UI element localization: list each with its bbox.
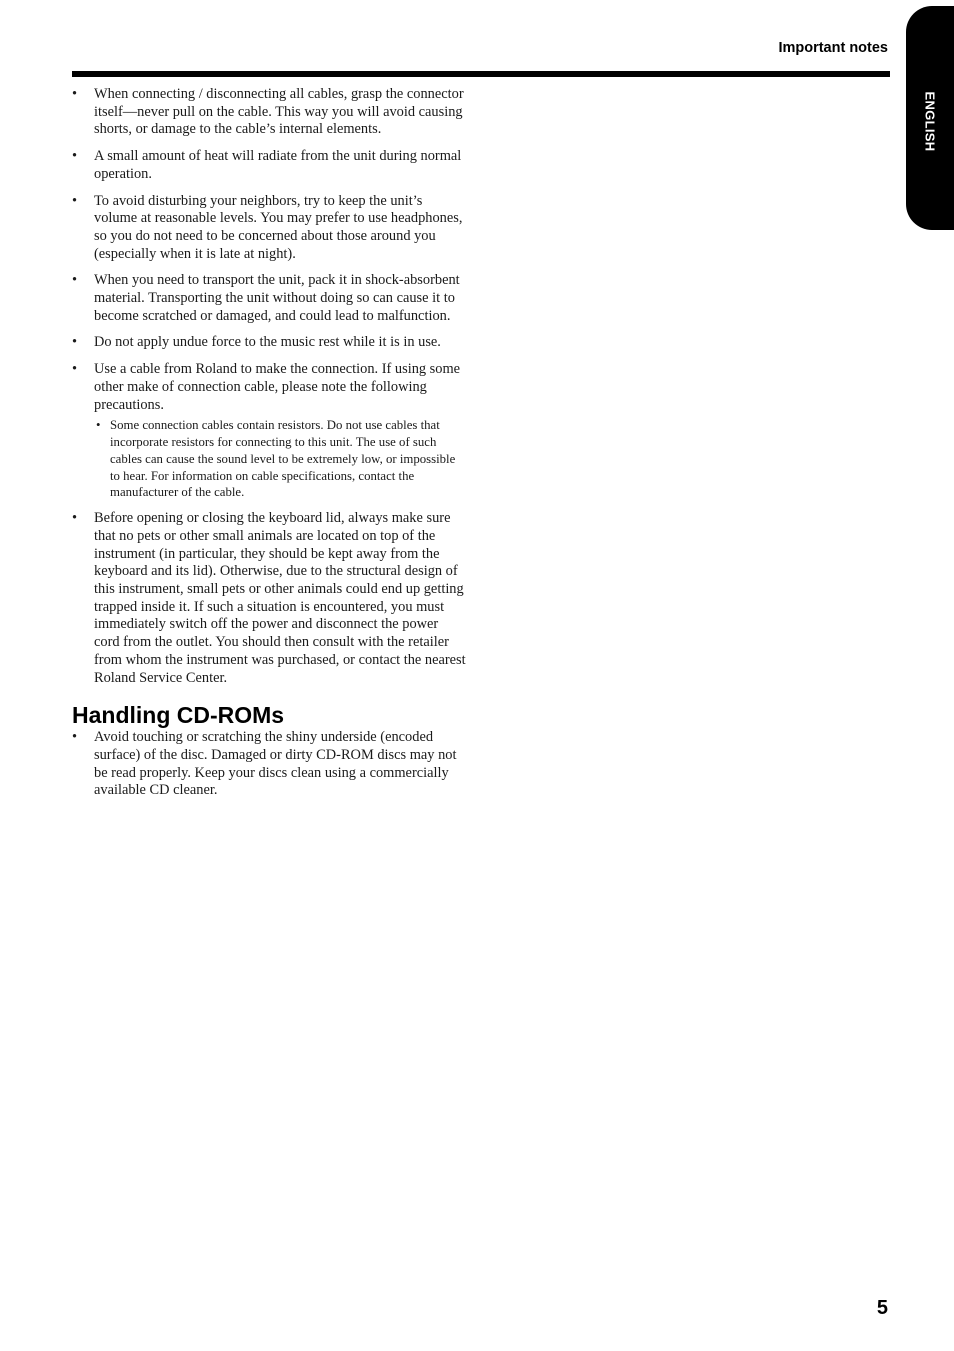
cable-subnote-list bbox=[94, 417, 466, 501]
running-header-title: Important notes bbox=[778, 40, 888, 56]
note-text-roland-cable: Use a cable from Roland to make the connection. If using some other make of connection cable, please note the following precautions. bbox=[94, 361, 461, 413]
content-column bbox=[72, 86, 466, 809]
page-number: 5 bbox=[876, 1297, 888, 1319]
important-notes-list bbox=[72, 86, 466, 687]
language-tab-label: ENGLISH bbox=[922, 91, 938, 151]
note-item-music-rest: • Do not apply undue force to the music rest while it is in use. bbox=[72, 334, 466, 352]
note-item-keyboard-lid: • Before opening or closing the keyboard lid, always make sure that no pets or other small animals are located on top of the instrument (in particular, they should be kept away from the keyboard and its lid). Otherwise, due to the structural design of this instrument, small pets or other animals could end up getting trapped inside it. If such a situation is encountered, you must immediately switch off the power and disconnect the power cord from the outlet. You should then consult with the retailer from whom the instrument was purchased, or contact the nearest Roland Service Center. bbox=[72, 510, 466, 687]
header-rule bbox=[72, 71, 890, 77]
note-item-cable-handling: • When connecting / disconnecting all cables, grasp the connector itself—never pull on the cable. This way you will avoid causing shorts, or damage to the cable’s internal elements. bbox=[72, 86, 466, 139]
note-item-volume: • To avoid disturbing your neighbors, try to keep the unit’s volume at reasonable levels. You may prefer to use headphones, so you do not need to be concerned about those around you (especially when it is late at night). bbox=[72, 193, 466, 264]
cable-subnote-item: • Some connection cables contain resistors. Do not use cables that incorporate resistors for connecting to this unit. The use of such cables can cause the sound level to be extremely low, or impossible to hear. For information on cable specifications, contact the manufacturer of the cable. bbox=[94, 417, 466, 501]
cdrom-note-item: • Avoid touching or scratching the shiny underside (encoded surface) of the disc. Damaged or dirty CD-ROM discs may not be read properly. Keep your discs clean using a commercially available CD cleaner. bbox=[72, 729, 466, 800]
note-item-roland-cable bbox=[72, 361, 466, 501]
note-item-transport: • When you need to transport the unit, pack it in shock-absorbent material. Transporting the unit without doing so can cause it to become scratched or damaged, and could lead to malfunction. bbox=[72, 272, 466, 325]
note-item-heat: • A small amount of heat will radiate from the unit during normal operation. bbox=[72, 148, 466, 183]
section-heading-cdrom: Handling CD-ROMs bbox=[72, 702, 285, 729]
cdrom-notes-list bbox=[72, 729, 466, 800]
language-tab-label-wrapper bbox=[916, 86, 944, 156]
